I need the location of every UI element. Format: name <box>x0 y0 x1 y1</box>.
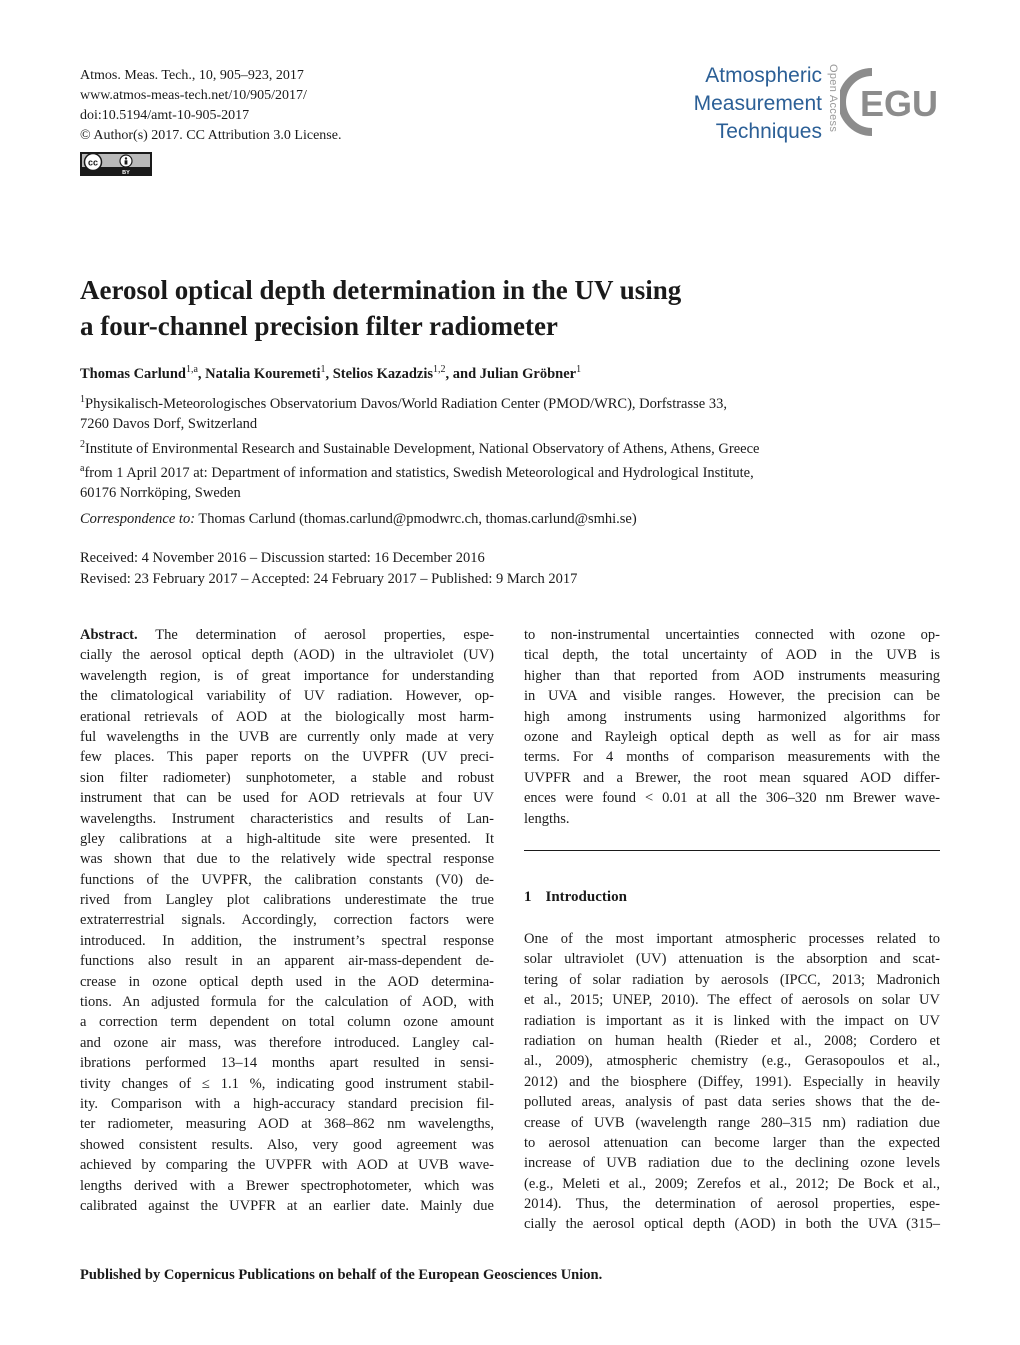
publisher-footer: Published by Copernicus Publications on behalf of the European Geosciences Union. <box>80 1267 603 1283</box>
section-title: Introduction <box>545 889 627 905</box>
abstract-column <box>80 625 494 1216</box>
text-line: al., 2009), atmospheric chemistry (e.g., Gerasopoulos et al., <box>524 1053 940 1070</box>
journal-name <box>694 62 822 146</box>
text-line: crease of UVB (wavelength range 280–315 nm) radiation due <box>524 1114 940 1131</box>
text-line: functions also result in an apparent air-mass-dependent de- <box>80 953 494 970</box>
text-line: et al., 2015; UNEP, 2010). The effect of aerosols on solar UV <box>524 992 940 1009</box>
affiliation-mark: 1 <box>80 394 85 405</box>
text-line: tions. An adjusted formula for the calculation of AOD, with <box>80 994 494 1011</box>
text-line: gley calibrations at a high-altitude site were presented. It <box>80 830 494 847</box>
text-line: solar ultraviolet (UV) attenuation is the absorption and scat- <box>524 951 940 968</box>
text-line: polluted areas, analysis of past data series shows that the de- <box>524 1094 940 1111</box>
text-line: and ozone air mass, was therefore introduced. Langley cal- <box>80 1034 494 1051</box>
text-line: ity. Comparison with a high-accuracy standard precision fil- <box>80 1095 494 1112</box>
text-line: lengths. <box>524 810 570 827</box>
author-affiliation-mark: 1 <box>320 364 326 375</box>
open-access-label: Open Access <box>827 64 839 133</box>
cc-by-license-icon[interactable] <box>80 152 152 176</box>
author-name: Julian Gröbner <box>479 365 577 382</box>
author-separator: , <box>197 365 206 382</box>
section-divider <box>524 850 940 851</box>
text-line: achieved by comparing the UVPFR with AOD at UVB wave- <box>80 1157 494 1174</box>
text-line: terms. For 4 months of comparison measurements with the <box>524 749 940 766</box>
text-line: ibrations performed 13–14 months apart resulted in sensi- <box>80 1055 494 1072</box>
author-separator: , <box>325 365 333 382</box>
text-line: tering of solar radiation by aerosols (IPCC, 2013; Madronich <box>524 971 940 988</box>
text-line: high among instruments using harmonized algorithms for <box>524 708 940 725</box>
text-line: erational retrievals of AOD at the biologically most harm- <box>80 708 494 725</box>
affiliation-mark: a <box>80 463 85 475</box>
text-line: ful wavelengths in the UVB are currently only made at very <box>80 728 494 745</box>
text-line: UVPFR and a Brewer, the root mean squared AOD differ- <box>524 769 940 786</box>
svg-text:cc: cc <box>87 157 99 168</box>
text-line: calibrated against the UVPFR at an earlier date. Mainly due <box>80 1197 494 1214</box>
text-line: wavelength region, is of great importance for understanding <box>80 667 494 684</box>
license-text: © Author(s) 2017. CC Attribution 3.0 License. <box>80 128 342 143</box>
doi[interactable]: doi:10.5194/amt-10-905-2017 <box>80 108 250 123</box>
affiliation-a <box>80 459 759 483</box>
text-line: a correction term dependent on total column ozone amount <box>80 1014 494 1031</box>
text-line: extraterrestrial signals. Accordingly, correction factors were <box>80 912 494 929</box>
svg-text:BY: BY <box>122 170 130 176</box>
text-line: increase of UVB radiation due to the declining ozone levels <box>524 1155 940 1172</box>
abstract-label: Abstract. <box>80 627 138 643</box>
text-line: (e.g., Meleti et al., 2009; Zerefos et al., 2012; De Bock et al., <box>524 1175 940 1192</box>
text-line: 2012) and the biosphere (Diffey, 1991). Especially in heavily <box>524 1073 940 1090</box>
text-line: the climatological variability of UV radiation. However, op- <box>80 688 494 705</box>
affiliation-text: from 1 April 2017 at: Department of information and statistics, Swedish Meteorological and Hydrological Institute, <box>84 464 754 481</box>
text-line: cially the aerosol optical depth (AOD) in both the UVA (315– <box>524 1216 940 1233</box>
journal-name-line: Measurement <box>693 92 822 115</box>
journal-name-line: Techniques <box>715 120 822 143</box>
author-name: Stelios Kazadzis <box>332 365 434 382</box>
text-line: crease in ozone optical depth used in the AOD determina- <box>80 973 494 990</box>
dates-line: Revised: 23 February 2017 – Accepted: 24 February 2017 – Published: 9 March 2017 <box>80 570 578 587</box>
affiliation-text: Institute of Environmental Research and Sustainable Development, National Observatory of Athens, Athens, Greece <box>85 440 760 457</box>
affiliation-mark: 2 <box>80 438 85 450</box>
correspondence-label: Correspondence to: <box>80 511 196 527</box>
text-line: 2014). Thus, the determination of aerosol properties, espe- <box>524 1196 940 1213</box>
text-line: to non-instrumental uncertainties connected with ozone op- <box>524 627 940 643</box>
text-line: showed consistent results. Also, very good agreement was <box>80 1136 494 1153</box>
text-line <box>80 625 494 645</box>
affiliation-2 <box>80 435 759 459</box>
dates-line: Received: 4 November 2016 – Discussion started: 16 December 2016 <box>80 550 485 566</box>
text-line: functions of the UVPFR, the calibration constants (V0) de- <box>80 871 494 888</box>
correspondence-text[interactable]: Thomas Carlund (thomas.carlund@pmodwrc.ch, thomas.carlund@smhi.se) <box>198 511 637 527</box>
text-line: few places. This paper reports on the UVPFR (UV preci- <box>80 749 494 766</box>
text-line: sion filter radiometer) sunphotometer, a stable and robust <box>80 769 494 786</box>
text-line: rived from Langley plot calibrations underestimate the true <box>80 892 494 909</box>
egu-logo-icon <box>840 64 944 140</box>
text-line: instrument that can be used for AOD retrievals at four UV <box>80 790 494 807</box>
section-number: 1 <box>524 889 532 905</box>
affiliation-1-cont: 7260 Davos Dorf, Switzerland <box>80 416 258 433</box>
author-affiliation-mark: 1,2 <box>433 364 446 375</box>
affiliation-text: Physikalisch-Meteorologisches Observatorium Davos/World Radiation Center (PMOD/WRC), Dorfstrasse 33, <box>85 395 727 412</box>
introduction-text <box>524 929 940 1235</box>
text-line: ozone and Rayleigh optical depth as well as for air mass <box>524 728 940 745</box>
correspondence <box>80 511 637 528</box>
title-line: Aerosol optical depth determination in the UV using <box>80 275 682 305</box>
article-metadata <box>80 66 341 146</box>
text-line: tical depth, the total uncertainty of AOD in the UVB is <box>524 647 940 664</box>
text-line: to aerosol attenuation can become larger than the expected <box>524 1134 940 1151</box>
text-line: cially the aerosol optical depth (AOD) in the ultraviolet (UV) <box>80 647 494 664</box>
title-line: a four-channel precision filter radiometer <box>80 311 558 341</box>
affiliation-1 <box>80 390 759 414</box>
text-line: ter radiometer, measuring AOD at 368–862 nm wavelengths, <box>80 1116 494 1133</box>
section-heading <box>524 889 641 906</box>
text-line: lengths derived with a Brewer spectrophotometer, which was <box>80 1177 494 1194</box>
svg-text:EGU: EGU <box>860 83 939 124</box>
author-affiliation-mark: 1,a <box>185 364 198 375</box>
text-line: wavelengths. Instrument characteristics and results of Lan- <box>80 810 494 827</box>
text-line: ences were found < 0.01 at all the 306–320 nm Brewer wave- <box>524 790 940 807</box>
author-list <box>80 364 581 383</box>
abstract-text: The determination of aerosol properties, espe- <box>155 627 494 643</box>
text-line: One of the most important atmospheric processes related to <box>524 931 940 947</box>
publication-dates <box>80 548 577 589</box>
text-line: radiation is important as it is linked with the impact on UV <box>524 1012 940 1029</box>
author-name: Natalia Kouremeti <box>205 365 321 382</box>
paper-title <box>80 272 681 344</box>
affiliation-a-cont: 60176 Norrköping, Sweden <box>80 485 241 502</box>
text-line: introduced. In addition, the instrument’s spectral response <box>80 932 494 949</box>
text-line: higher than that reported from AOD instruments measuring <box>524 667 940 684</box>
author-separator: , and <box>445 365 480 382</box>
affiliations <box>80 390 759 504</box>
text-line: in UVA and visible ranges. However, the precision can be <box>524 688 940 705</box>
text-line: radiation on human health (Rieder et al., 2008; Cordero et <box>524 1032 940 1049</box>
journal-reference: Atmos. Meas. Tech., 10, 905–923, 2017 <box>80 68 304 83</box>
abstract-continuation <box>524 625 940 829</box>
text-line: was shown that due to the relatively wide spectral response <box>80 851 494 868</box>
text-line: tivity changes of ≤ 1.1 %, indicating good instrument stabil- <box>80 1075 494 1092</box>
author-affiliation-mark: 1 <box>576 364 582 375</box>
article-url[interactable]: www.atmos-meas-tech.net/10/905/2017/ <box>80 88 307 103</box>
journal-name-line: Atmospheric <box>705 64 822 87</box>
author-name: Thomas Carlund <box>80 365 186 382</box>
